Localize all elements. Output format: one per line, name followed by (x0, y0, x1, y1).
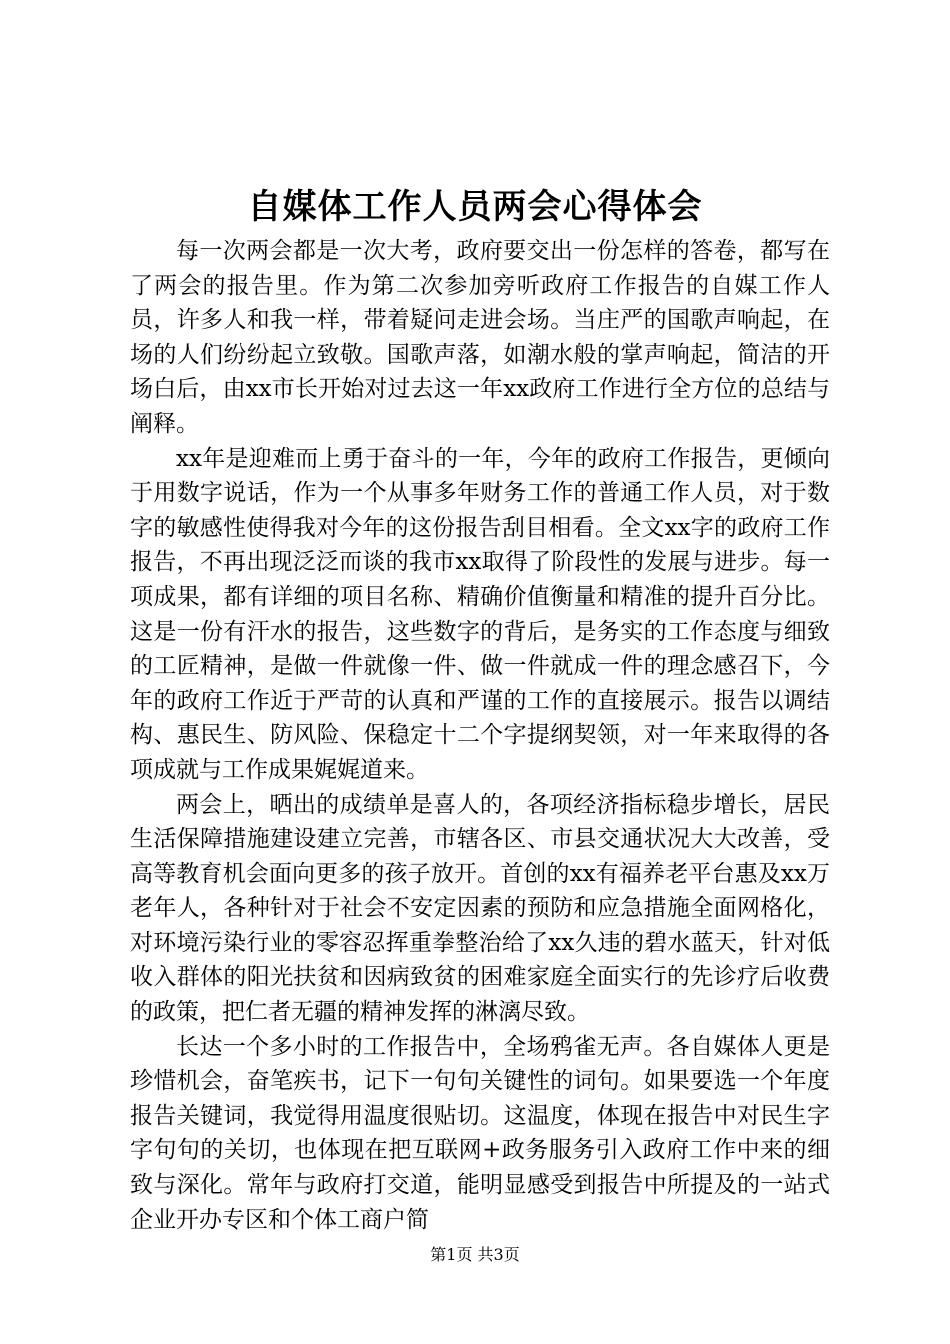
body-paragraph: xx年是迎难而上勇于奋斗的一年，今年的政府工作报告，更倾向于用数字说话，作为一个从事多年财务工作的普通工作人员，对于数字的敏感性使得我对今年的这份报告刮目相看。全文xx字的政府工作报告，不再出现泛泛而谈的我市xx取得了阶段性的发展与进步。每一项成果，都有详细的项目名称、精确价值衡量和精准的提升百分比。这是一份有汗水的报告，这些数字的背后，是务实的工作态度与细致的工匠精神，是做一件就像一件、做一件就成一件的理念感召下，今年的政府工作近于严苛的认真和严谨的工作的直接展示。报告以调结构、惠民生、防风险、保稳定十二个字提纲契领，对一年来取得的各项成就与工作成果娓娓道来。 (130, 445, 830, 783)
body-paragraph: 长达一个多小时的工作报告中，全场鸦雀无声。各自媒体人更是珍惜机会，奋笔疾书，记下一句句关键性的词句。如果要选一个年度报告关键词，我觉得用温度很贴切。这温度，体现在报告中对民生字字句句的关切，也体现在把互联网+政务服务引入政府工作中来的细致与深化。常年与政府打交道，能明显感受到报告中所提及的一站式企业开办专区和个体工商户简 (130, 1033, 830, 1233)
document-title: 自媒体工作人员两会心得体会 (247, 187, 703, 227)
body-paragraph: 每一次两会都是一次大考，政府要交出一份怎样的答卷，都写在了两会的报告里。作为第二次参加旁听政府工作报告的自媒工作人员，许多人和我一样，带着疑问走进会场。当庄严的国歌声响起，在场的人们纷纷起立致敬。国歌声落，如潮水般的掌声响起，简洁的开场白后，由xx市长开始对过去这一年xx政府工作进行全方位的总结与阐释。 (130, 238, 830, 437)
document-body (130, 234, 830, 1237)
page-number: 第1页 共3页 (430, 1245, 520, 1264)
body-paragraph: 两会上，晒出的成绩单是喜人的，各项经济指标稳步增长，居民生活保障措施建设建立完善，市辖各区、市县交通状况大大改善，受高等教育机会面向更多的孩子放开。首创的xx有福养老平台惠及xx万老年人，各种针对于社会不安定因素的预防和应急措施全面网格化，对环境污染行业的零容忍挥重拳整治给了xx久违的碧水蓝天，针对低收入群体的阳光扶贫和因病致贫的困难家庭全面实行的先诊疗后收费的政策，把仁者无疆的精神发挥的淋漓尽致。 (130, 791, 830, 1026)
